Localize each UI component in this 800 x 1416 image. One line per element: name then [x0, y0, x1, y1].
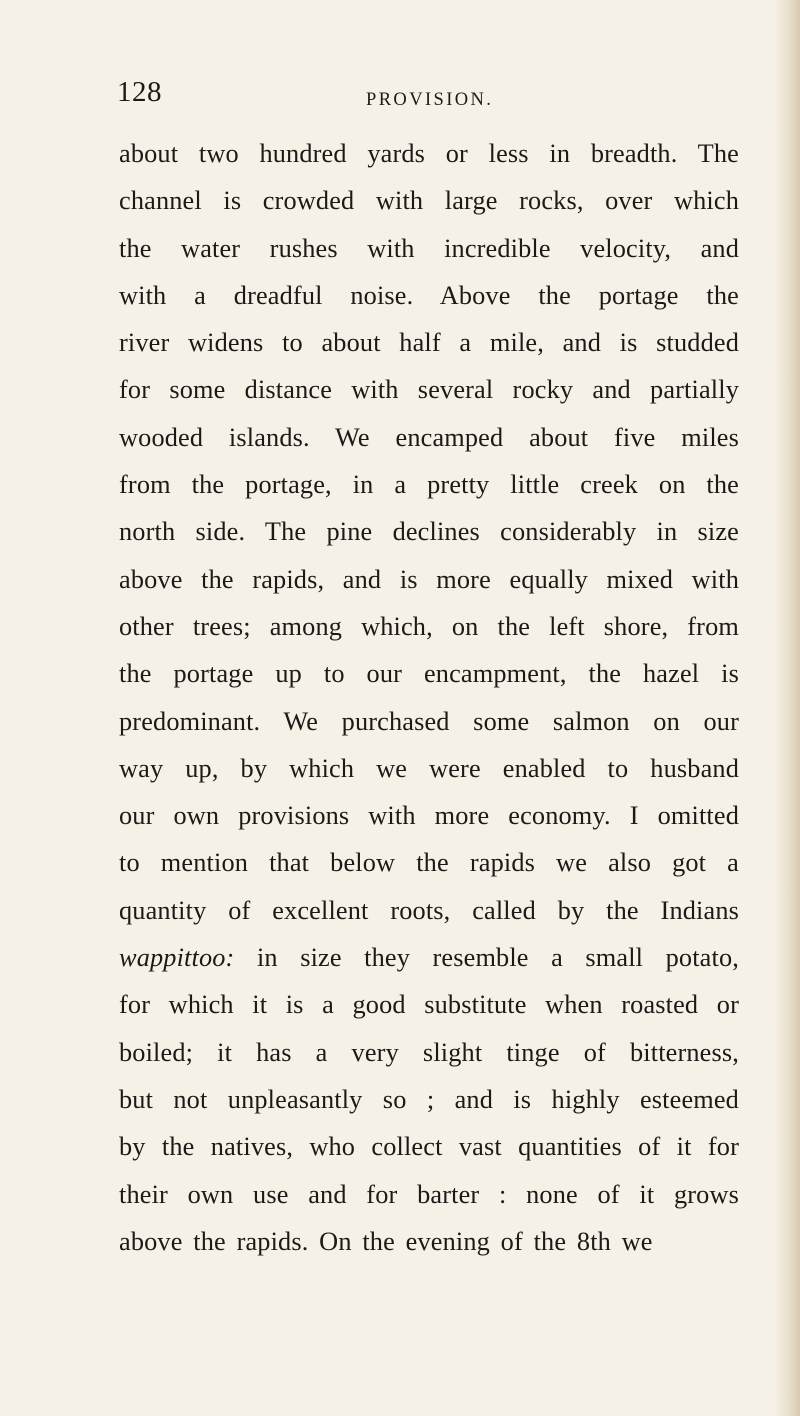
body-text [119, 130, 739, 1265]
page-number: 128 [117, 76, 162, 108]
italic-term: wappittoo: [119, 943, 235, 973]
text-line: boiled; it has a very slight tinge of bitterness, [119, 1037, 739, 1067]
text-line: from the portage, in a pretty little creek on the [119, 470, 739, 500]
text-line: the water rushes with incredible velocity, and [119, 233, 739, 263]
text-line: with a dreadful noise. Above the portage the [119, 280, 739, 310]
text-line: way up, by which we were enabled to husband [119, 753, 739, 783]
running-head: PROVISION. [366, 90, 494, 110]
text-line: by the natives, who collect vast quantities of it for [119, 1132, 739, 1162]
text-line: predominant. We purchased some salmon on our [119, 706, 739, 736]
text-line: other trees; among which, on the left shore, from [119, 611, 739, 641]
text-line: about two hundred yards or less in breadth. The [119, 139, 739, 168]
text-line-rest: in size they resemble a small potato, [256, 943, 739, 973]
text-line: river widens to about half a mile, and is studded [119, 328, 739, 358]
text-line: quantity of excellent roots, called by the Indians [119, 895, 739, 925]
text-line: above the rapids. On the evening of the 8th we [119, 1226, 653, 1256]
text-line: wooded islands. We encamped about five miles [119, 422, 739, 452]
text-line: for some distance with several rocky and partially [119, 375, 739, 405]
text-line: our own provisions with more economy. I omitted [119, 801, 739, 831]
page-header [0, 76, 800, 116]
text-line: for which it is a good substitute when roasted or [119, 990, 739, 1020]
text-line: above the rapids, and is more equally mixed with [119, 564, 739, 594]
text-line: channel is crowded with large rocks, over which [119, 186, 739, 216]
text-line: north side. The pine declines considerably in size [119, 517, 739, 547]
text-line-italic [119, 934, 739, 981]
page-edge-shadow [774, 0, 800, 1416]
text-line: the portage up to our encampment, the hazel is [119, 659, 739, 689]
text-line: to mention that below the rapids we also got a [119, 848, 739, 878]
text-line: their own use and for barter : none of it grows [119, 1179, 739, 1209]
text-line: but not unpleasantly so ; and is highly esteemed [119, 1084, 739, 1114]
